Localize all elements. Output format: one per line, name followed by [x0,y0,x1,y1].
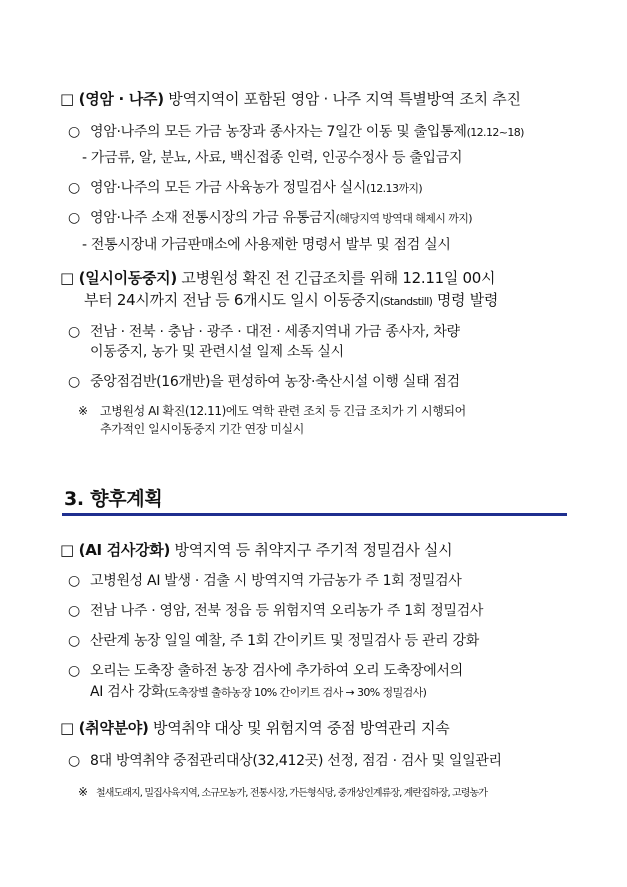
sub-bullet-inspection [68,178,422,199]
sub-bullet-weekly-check [68,571,462,591]
sub-bullet-duck-farms [68,601,483,621]
sub-bullet-text: 고병원성 AI 발생 · 검출 시 방역지역 가금농가 주 1회 정밀검사 [90,573,462,589]
sub-bullet-date: (12.12~18) [466,126,524,139]
sub-bullet-text: 전남 · 전북 · 충남 · 광주 · 대전 · 세종지역내 가금 종사자, 차량 [90,324,460,340]
note-text: 고병원성 AI 확진(12.11)에도 역학 관련 조치 등 긴급 조치가 기 시행되어 [100,404,466,418]
circle-bullet-icon: ○ [68,633,80,649]
section-heading: 3. 향후계획 [64,488,163,510]
sub-bullet-disinfection [68,322,460,342]
sub-bullet-text: 오리는 도축장 출하전 농장 검사에 추가하여 오리 도축장에서의 [90,663,463,679]
square-bullet-icon: □ [60,90,75,108]
bullet-vulnerable-areas [60,718,449,738]
bullet-text: 부터 24시까지 전남 등 6개시도 일시 이동중지 [84,291,380,309]
circle-bullet-icon: ○ [68,573,80,589]
note-text: 철새도래지, 밀집사육지역, 소규모농가, 전통시장, 가든형식당, 중개상인계류장, 계란집하장, 고령농가 [96,788,488,799]
dash-item-market-order [82,235,451,255]
sub-bullet-text: 8대 방역취약 중점관리대상(32,412곳) 선정, 점검 · 검사 및 일일관리 [90,753,502,769]
dash-item-text: - 전통시장내 가금판매소에 사용제한 명령서 발부 및 점검 실시 [82,237,451,253]
sub-bullet-text: AI 검사 강화 [90,684,165,700]
sub-bullet-text: 영암·나주의 모든 가금 농장과 종사자는 7일간 이동 및 출입통제 [90,124,467,140]
circle-bullet-icon: ○ [68,210,80,226]
sub-bullet-text: 이동중지, 농가 및 관련시설 일제 소독 실시 [90,344,344,360]
bullet-standstill [60,268,495,288]
bullet-tag: (일시이동중지) [78,269,177,287]
circle-bullet-icon: ○ [68,324,80,340]
square-bullet-icon: □ [60,269,75,287]
sub-bullet-detail: (도축장별 출하농장 10% 간이키트 검사 → 30% 정밀검사) [164,686,427,699]
sub-bullet-slaughterhouse [68,661,463,681]
sub-bullet-text: 영암·나주의 모든 가금 사육농가 정밀검사 실시 [90,180,367,196]
circle-bullet-icon: ○ [68,753,80,769]
sub-bullet-central-check [68,372,460,392]
square-bullet-icon: □ [60,541,75,559]
sub-bullet-layer-farms [68,631,479,651]
sub-bullet-text: 영암·나주 소재 전통시장의 가금 유통금지 [90,210,336,226]
bullet-text: 방역지역 등 취약지구 주기적 정밀검사 실시 [174,541,453,559]
bullet-small-text: (Standstill) [379,295,433,308]
circle-bullet-icon: ○ [68,663,80,679]
sub-bullet-movement-control [68,122,524,143]
dash-item-access-ban [82,148,462,168]
reference-mark-icon: ※ [78,785,88,799]
sub-bullet-text: 산란계 농장 일일 예찰, 주 1회 간이키트 및 정밀검사 등 관리 강화 [90,633,480,649]
bullet-standstill-continued [84,290,498,312]
square-bullet-icon: □ [60,719,75,737]
bullet-text: 방역지역이 포함된 영암 · 나주 지역 특별방역 조치 추진 [168,90,521,108]
circle-bullet-icon: ○ [68,180,80,196]
sub-bullet-text: 중앙점검반(16개반)을 편성하여 농장·축산시설 이행 실태 점검 [90,374,460,390]
circle-bullet-icon: ○ [68,124,80,140]
heading-rule [62,513,567,516]
bullet-tag: (영암 · 나주) [78,90,164,108]
bullet-text: 방역취약 대상 및 위험지역 중점 방역관리 지속 [153,719,450,737]
dash-item-text: - 가금류, 알, 분뇨, 사료, 백신접종 인력, 인공수정사 등 출입금지 [82,150,463,166]
circle-bullet-icon: ○ [68,603,80,619]
note-no-extension [78,402,466,420]
sub-bullet-eight-targets [68,751,502,771]
note-target-list [78,782,487,804]
sub-bullet-market-ban [68,208,472,229]
sub-bullet-date: (12.13까지) [366,182,423,195]
bullet-text: 명령 발령 [436,291,499,309]
note-text: 추가적인 일시이동중지 기간 연장 미실시 [100,422,304,436]
bullet-ai-inspection [60,540,452,560]
bullet-tag: (AI 검사강화) [78,541,171,559]
circle-bullet-icon: ○ [68,374,80,390]
reference-mark-icon: ※ [78,404,88,418]
bullet-tag: (취약분야) [78,719,149,737]
sub-bullet-text: 전남 나주 · 영암, 전북 정읍 등 위험지역 오리농가 주 1회 정밀검사 [90,603,484,619]
sub-bullet-note: (해당지역 방역대 해제시 까지) [335,212,472,225]
bullet-text: 고병원성 확진 전 긴급조치를 위해 12.11일 00시 [181,269,496,287]
sub-bullet-slaughterhouse-continued [90,682,426,703]
bullet-yeongam-naju [60,89,521,109]
sub-bullet-disinfection-continued [90,342,344,362]
note-no-extension-continued [100,420,304,438]
